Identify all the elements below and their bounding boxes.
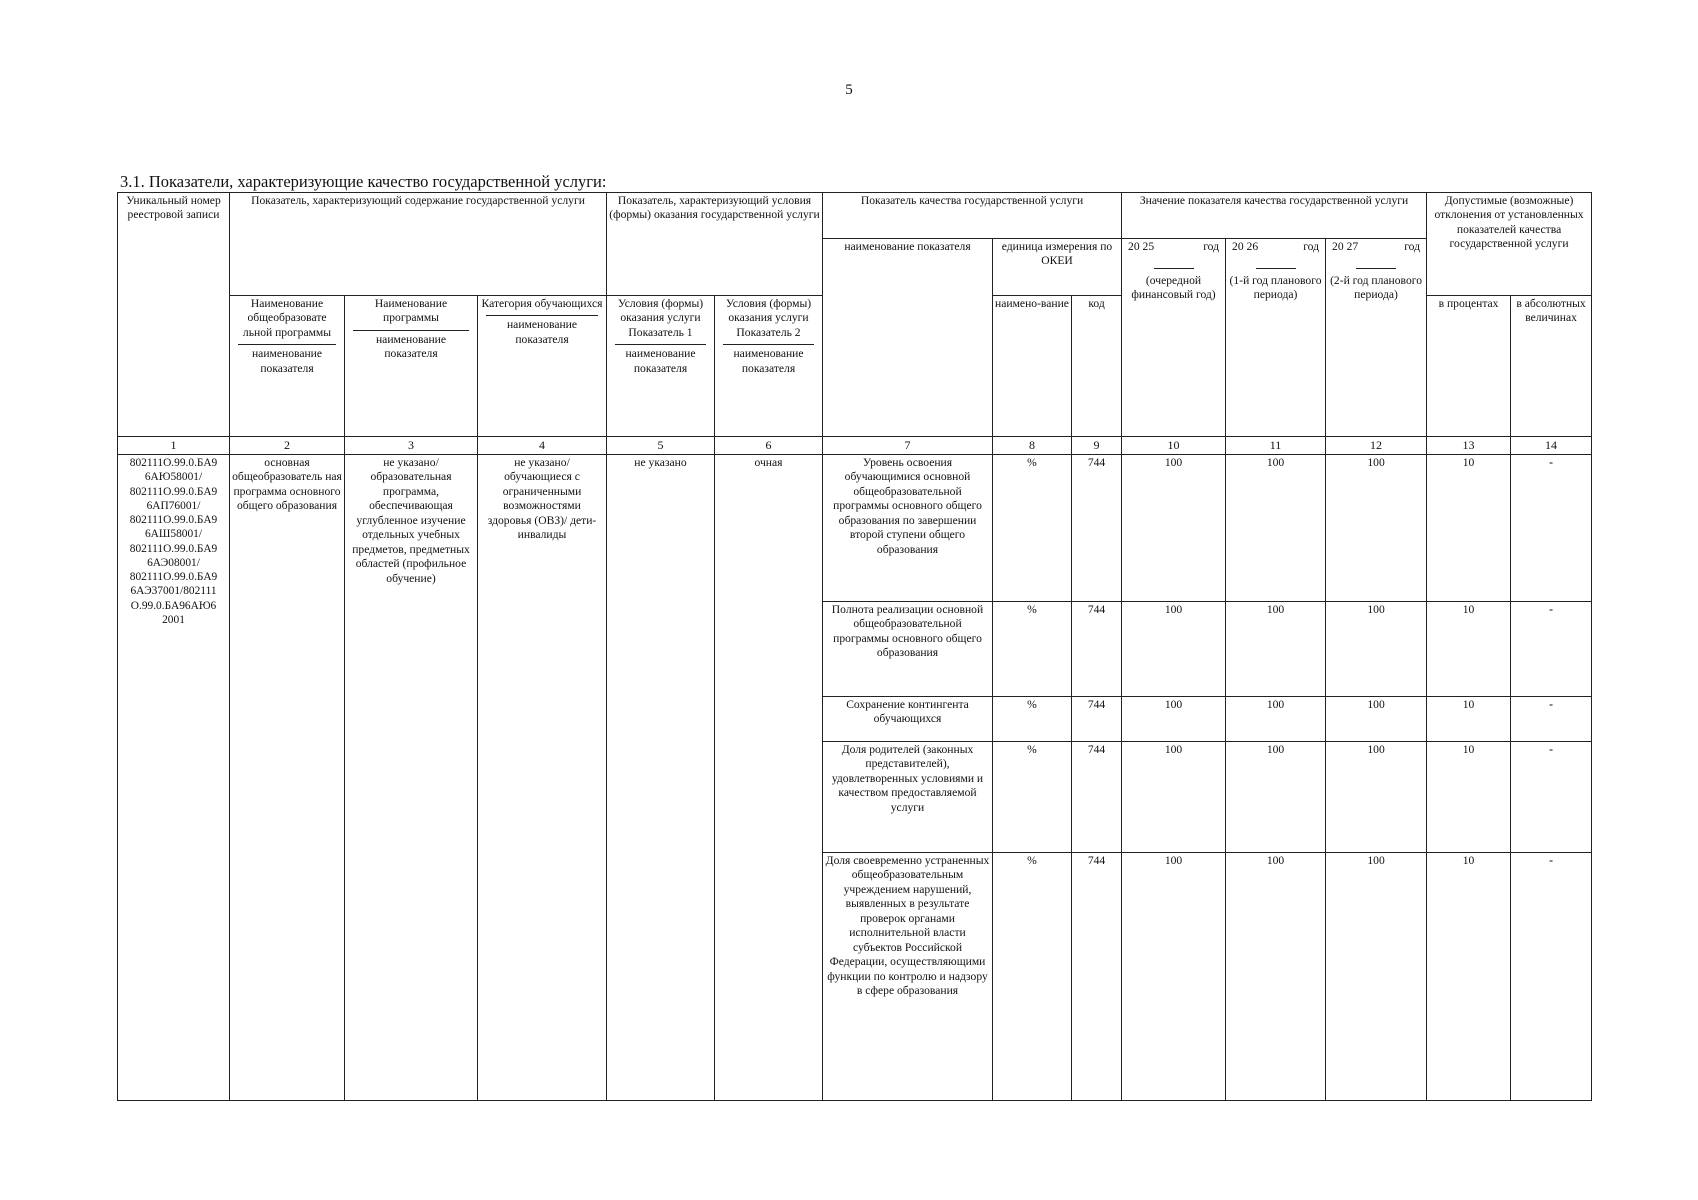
indicator-code: 744 bbox=[1072, 853, 1122, 1101]
quality-indicators-table bbox=[117, 192, 1592, 1101]
indicator-name: Уровень освоения обучающимися основной общеобразовательной программы основного общего образования по завершении второй ступени общего образования bbox=[823, 455, 993, 602]
year2-underline bbox=[1256, 268, 1296, 269]
year1-suffix: год bbox=[1203, 240, 1220, 253]
unit-name-header: наимено-вание bbox=[993, 296, 1072, 437]
indicator-name: Полнота реализации основной общеобразовательной программы основного общего образования bbox=[823, 602, 993, 697]
indicator-year3: 100 bbox=[1326, 697, 1427, 742]
col-number: 6 bbox=[715, 437, 823, 455]
col-number: 9 bbox=[1072, 437, 1122, 455]
indicator-name: Доля своевременно устраненных общеобразовательным учреждением нарушений, выявленных в результате проверок органами исполнительной власти субъектов Российской Федерации, осуществляющими функции по контролю и надзору в сфере образования bbox=[823, 853, 993, 1101]
indicator-year1: 100 bbox=[1122, 853, 1226, 1101]
indicator-code: 744 bbox=[1072, 455, 1122, 602]
year1-header bbox=[1122, 239, 1226, 437]
col-number: 10 bbox=[1122, 437, 1226, 455]
col-number: 3 bbox=[345, 437, 478, 455]
col-number: 14 bbox=[1511, 437, 1592, 455]
indicator-name-header: наименование показателя bbox=[823, 239, 993, 437]
registry-number-header: Уникальный номер реестровой записи bbox=[118, 193, 230, 437]
year3-underline bbox=[1356, 268, 1396, 269]
deviation-absolute-header: в абсолютных величинах bbox=[1511, 296, 1592, 437]
col-number: 2 bbox=[230, 437, 345, 455]
year3-header bbox=[1326, 239, 1427, 437]
category: не указано/ обучающиеся с ограниченными возможностями здоровья (ОВЗ)/ дети-инвалиды bbox=[478, 455, 607, 1101]
year2-desc: (1-й год планового периода) bbox=[1229, 273, 1322, 302]
quality-indicator-header: Показатель качества государственной услуги bbox=[823, 193, 1122, 239]
quality-value-header: Значение показателя качества государственной услуги bbox=[1122, 193, 1427, 239]
indicator-code: 744 bbox=[1072, 697, 1122, 742]
col-number: 11 bbox=[1226, 437, 1326, 455]
indicator-unit: % bbox=[993, 602, 1072, 697]
year2-label: 20 26 bbox=[1232, 240, 1259, 253]
indicator-year2: 100 bbox=[1226, 697, 1326, 742]
table-row bbox=[118, 455, 1592, 602]
indicator-year3: 100 bbox=[1326, 742, 1427, 853]
indicator-year1: 100 bbox=[1122, 455, 1226, 602]
indicator-year2: 100 bbox=[1226, 742, 1326, 853]
sub-header-category: Категория обучающихся наименование показателя bbox=[478, 296, 607, 437]
indicator-pct: 10 bbox=[1427, 697, 1511, 742]
col-number: 4 bbox=[478, 437, 607, 455]
year2-suffix: год bbox=[1303, 240, 1320, 253]
indicator-unit: % bbox=[993, 853, 1072, 1101]
indicator-year2: 100 bbox=[1226, 455, 1326, 602]
indicator-abs: - bbox=[1511, 455, 1592, 602]
year3-label: 20 27 bbox=[1332, 240, 1359, 253]
sub-header-program-name: Наименование общеобразовате льной программы наименование показателя bbox=[230, 296, 345, 437]
sub-header-condition2: Условия (формы) оказания услуги Показатель 2 наименование показателя bbox=[715, 296, 823, 437]
indicator-year3: 100 bbox=[1326, 602, 1427, 697]
indicator-year1: 100 bbox=[1122, 602, 1226, 697]
condition2: очная bbox=[715, 455, 823, 1101]
sub-header-condition1: Условия (формы) оказания услуги Показатель 1 наименование показателя bbox=[607, 296, 715, 437]
deviation-percent-header: в процентах bbox=[1427, 296, 1511, 437]
indicator-unit: % bbox=[993, 697, 1072, 742]
year1-desc: (очередной финансовый год) bbox=[1131, 273, 1216, 302]
unit-okei-header: единица измерения по ОКЕИ bbox=[993, 239, 1122, 296]
indicator-pct: 10 bbox=[1427, 742, 1511, 853]
indicator-pct: 10 bbox=[1427, 455, 1511, 602]
indicator-pct: 10 bbox=[1427, 853, 1511, 1101]
indicator-year3: 100 bbox=[1326, 853, 1427, 1101]
section-title: 3.1. Показатели, характеризующие качество государственной услуги: bbox=[120, 172, 607, 191]
indicator-year1: 100 bbox=[1122, 697, 1226, 742]
program-type: основная общеобразователь ная программа основного общего образования bbox=[230, 455, 345, 1101]
indicator-name: Доля родителей (законных представителей), удовлетворенных условиями и качеством предоставляемой услуги bbox=[823, 742, 993, 853]
year1-label: 20 25 bbox=[1128, 240, 1155, 253]
sub-header-program: Наименование программы наименование показателя bbox=[345, 296, 478, 437]
content-indicator-header: Показатель, характеризующий содержание государственной услуги bbox=[230, 193, 607, 296]
conditions-indicator-header: Показатель, характеризующий условия (формы) оказания государственной услуги bbox=[607, 193, 823, 296]
allowed-deviation-header: Допустимые (возможные) отклонения от установленных показателей качества государственной услуги bbox=[1427, 193, 1592, 296]
indicator-year3: 100 bbox=[1326, 455, 1427, 602]
indicator-year2: 100 bbox=[1226, 602, 1326, 697]
indicator-pct: 10 bbox=[1427, 602, 1511, 697]
indicator-name: Сохранение контингента обучающихся bbox=[823, 697, 993, 742]
unit-code-header: код bbox=[1072, 296, 1122, 437]
col-number: 12 bbox=[1326, 437, 1427, 455]
col-number: 5 bbox=[607, 437, 715, 455]
indicator-code: 744 bbox=[1072, 742, 1122, 853]
year1-underline bbox=[1154, 268, 1194, 269]
indicator-unit: % bbox=[993, 742, 1072, 853]
year3-desc: (2-й год планового периода) bbox=[1330, 273, 1423, 302]
indicator-abs: - bbox=[1511, 853, 1592, 1101]
col-number: 8 bbox=[993, 437, 1072, 455]
col-number: 1 bbox=[118, 437, 230, 455]
registry-code: 802111О.99.0.БА9 6АЮ58001/ 802111О.99.0.БА9 6АП76001/ 802111О.99.0.БА9 6АШ58001/ 802111О.99.0.БА9 6АЭ08001/ 802111О.99.0.БА9 6АЭ37001/802111 О.99.0.БА96АЮ6 2001 bbox=[118, 455, 230, 1101]
indicator-year1: 100 bbox=[1122, 742, 1226, 853]
indicator-year2: 100 bbox=[1226, 853, 1326, 1101]
col-number: 13 bbox=[1427, 437, 1511, 455]
col-number: 7 bbox=[823, 437, 993, 455]
program: не указано/ образовательная программа, обеспечивающая углубленное изучение отдельных учебных предметов, предметных областей (профильное обучение) bbox=[345, 455, 478, 1101]
indicator-unit: % bbox=[993, 455, 1072, 602]
year2-header bbox=[1226, 239, 1326, 437]
page-number: 5 bbox=[845, 82, 853, 98]
condition1: не указано bbox=[607, 455, 715, 1101]
indicator-abs: - bbox=[1511, 697, 1592, 742]
indicator-abs: - bbox=[1511, 742, 1592, 853]
column-number-row bbox=[118, 437, 1592, 455]
year3-suffix: год bbox=[1404, 240, 1421, 253]
indicator-code: 744 bbox=[1072, 602, 1122, 697]
indicator-abs: - bbox=[1511, 602, 1592, 697]
